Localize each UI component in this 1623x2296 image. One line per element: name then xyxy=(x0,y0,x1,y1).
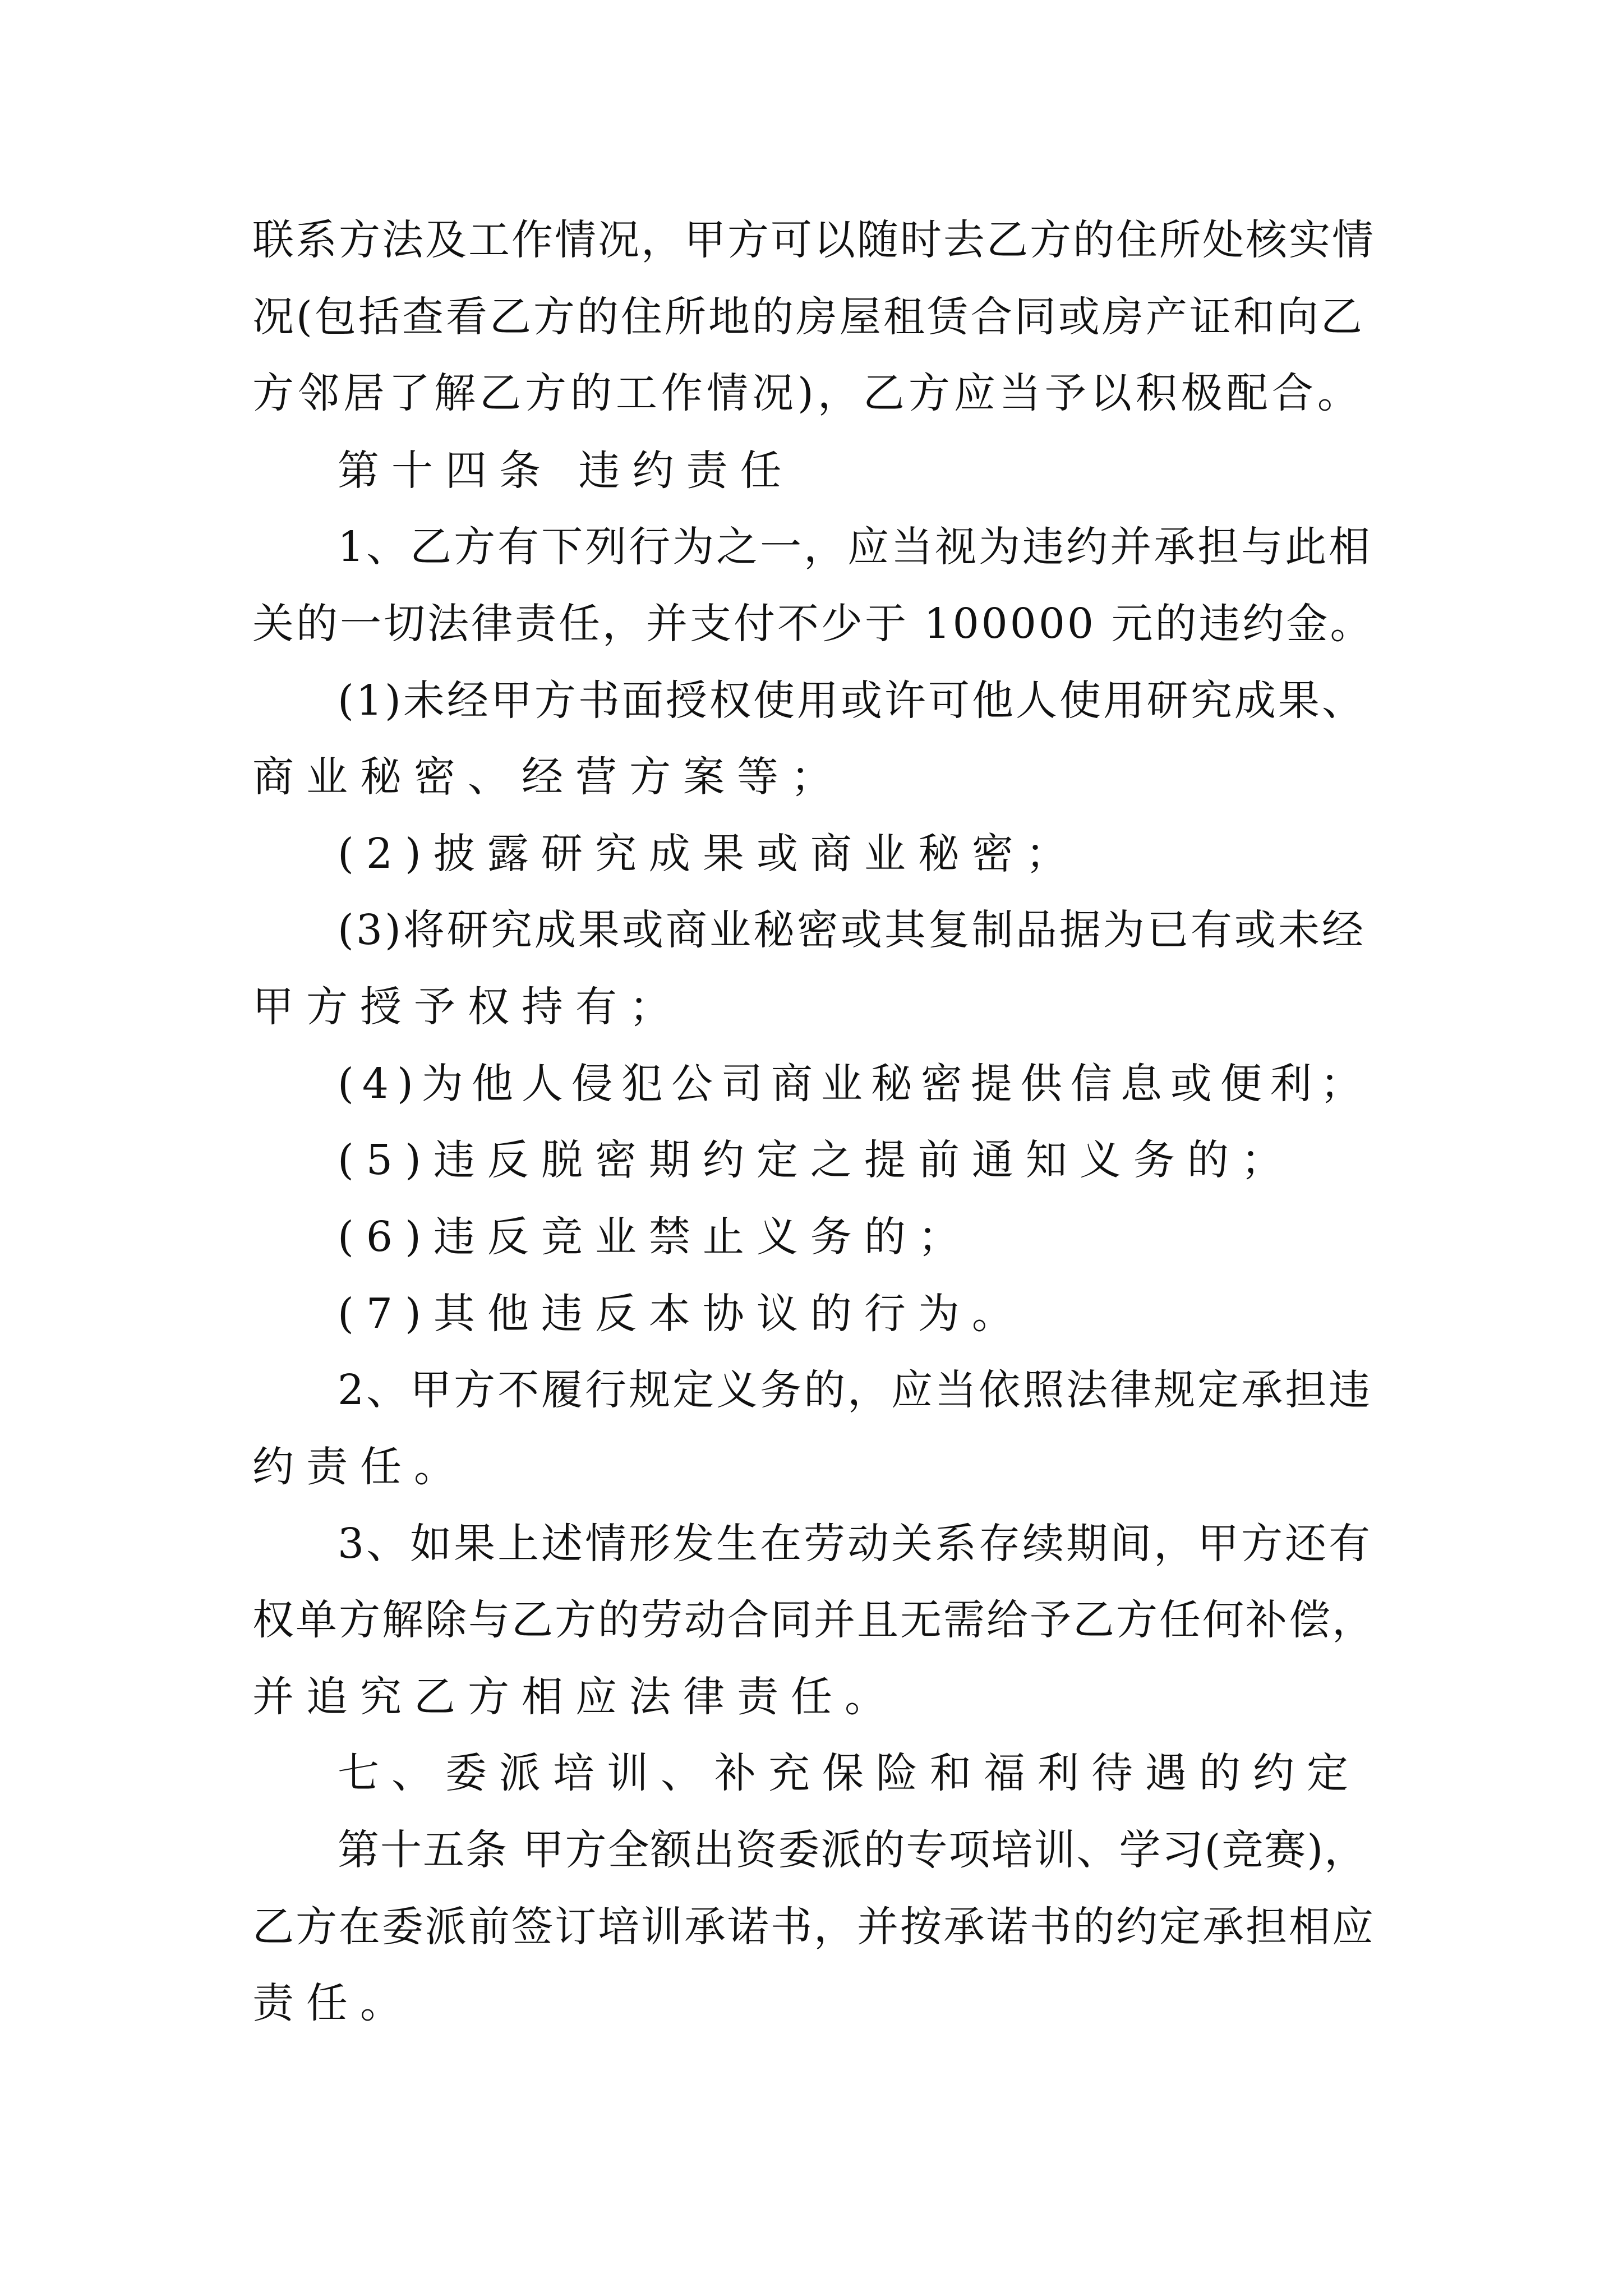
paragraph-line: 权单方解除与乙方的劳动合同并且无需给予乙方任何补偿， xyxy=(252,1596,1375,1644)
list-item: (5)违反脱密期约定之提前通知义务的； xyxy=(338,1136,1295,1184)
paragraph-line: 乙方在委派前签订培训承诺书，并按承诺书的约定承担相应 xyxy=(252,1903,1375,1951)
list-item: (1)未经甲方书面授权使用或许可他人使用研究成果、 xyxy=(338,677,1366,725)
paragraph-line: 况(包括查看乙方的住所地的房屋租赁合同或房产证和向乙 xyxy=(252,293,1364,341)
list-item: (7)其他违反本协议的行为。 xyxy=(338,1290,1026,1338)
list-item: (4)为他人侵犯公司商业秘密提供信息或便利； xyxy=(338,1060,1370,1108)
paragraph-line: 3、如果上述情形发生在劳动关系存续期间，甲方还有 xyxy=(338,1520,1373,1568)
paragraph-line: 第十五条 甲方全额出资委派的专项培训、学习(竞赛)， xyxy=(338,1826,1367,1874)
paragraph-line: 联系方法及工作情况，甲方可以随时去乙方的住所处核实情 xyxy=(252,216,1375,264)
paragraph-line: 2、甲方不履行规定义务的，应当依照法律规定承担违 xyxy=(338,1366,1373,1414)
paragraph-line: 责任。 xyxy=(252,1979,414,2027)
list-item: (6)违反竞业禁止义务的； xyxy=(338,1213,972,1261)
paragraph-line: 方邻居了解乙方的工作情况)，乙方应当予以积极配合。 xyxy=(252,369,1363,417)
section-heading: 七、委派培训、补充保险和福利待遇的约定 xyxy=(338,1749,1361,1797)
paragraph-line: 约责任。 xyxy=(252,1443,468,1491)
list-item: (3)将研究成果或商业秘密或其复制品据为已有或未经 xyxy=(338,906,1366,954)
paragraph-line: 1、乙方有下列行为之一，应当视为违约并承担与此相 xyxy=(338,523,1373,571)
paragraph-line: 关的一切法律责任，并支付不少于 100000 元的违约金。 xyxy=(252,600,1374,648)
paragraph-line: 并追究乙方相应法律责任。 xyxy=(252,1673,898,1721)
paragraph-line: 甲方授予权持有； xyxy=(252,983,683,1031)
list-item: (2)披露研究成果或商业秘密； xyxy=(338,830,1080,878)
paragraph-line: 商业秘密、经营方案等； xyxy=(252,753,845,801)
section-heading: 第十四条 违约责任 xyxy=(338,447,794,495)
